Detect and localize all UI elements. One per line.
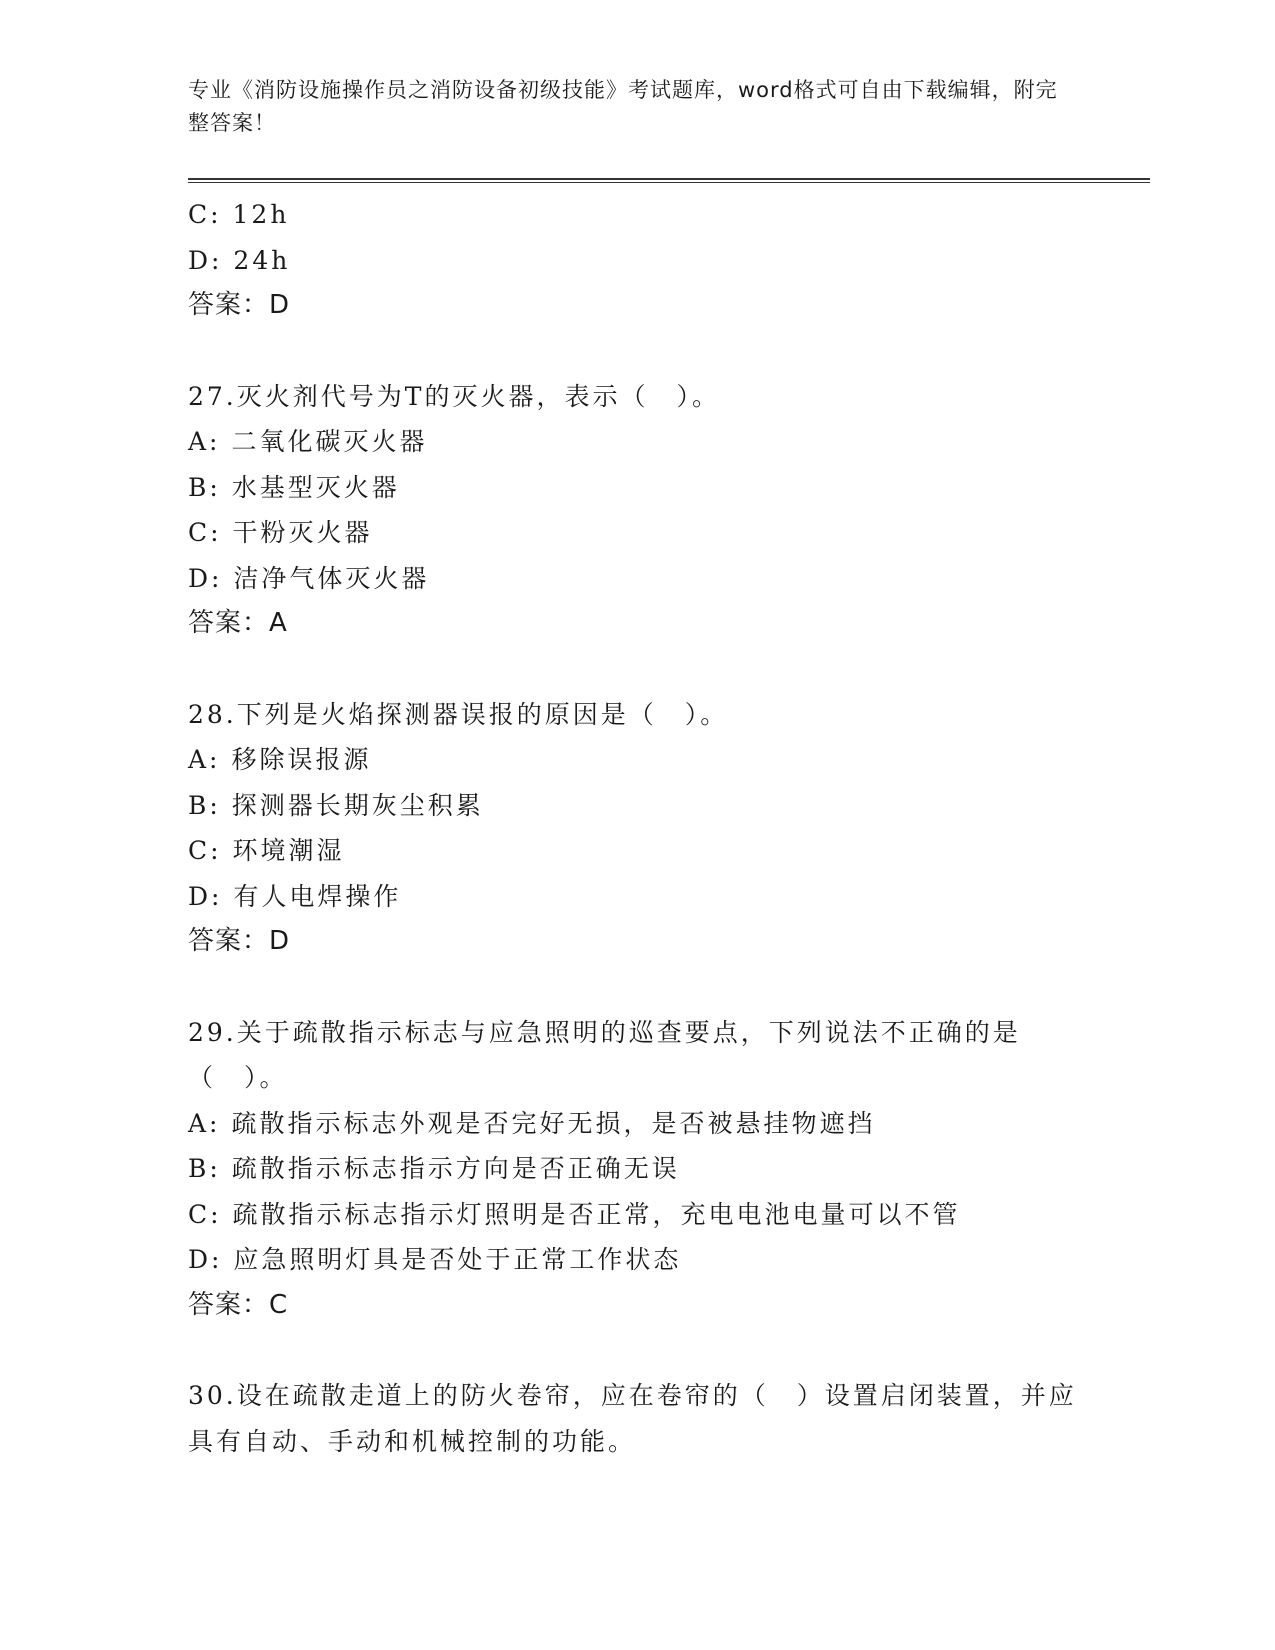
header-rule-thick <box>188 178 1150 180</box>
option-a: A: 移除误报源 <box>188 745 372 774</box>
option-d: D: 洁净气体灭火器 <box>188 563 430 593</box>
answer: 答案：A <box>188 608 288 638</box>
question-text: 28.下列是火焰探测器误报的原因是（ ）。 <box>188 699 729 729</box>
option-c: C: 环境潮湿 <box>188 836 345 865</box>
question-28 <box>188 692 1088 965</box>
question-30 <box>188 1373 1088 1464</box>
option-d: D: 应急照明灯具是否处于正常工作状态 <box>188 1245 682 1274</box>
option-d: D: 24h <box>188 245 291 275</box>
option-b: B: 疏散指示标志指示方向是否正确无误 <box>188 1154 680 1183</box>
option-c: C: 12h <box>188 200 290 229</box>
question-list <box>188 192 1088 1464</box>
option-c: C: 干粉灭火器 <box>188 518 373 547</box>
question-29 <box>188 1010 1088 1329</box>
option-d: D: 有人电焊操作 <box>188 881 402 911</box>
question-text: 27.灭火剂代号为T的灭火器，表示（ ）。 <box>188 381 720 411</box>
answer: 答案：D <box>188 926 291 956</box>
answer: 答案：D <box>188 290 291 320</box>
question-27 <box>188 374 1088 647</box>
previous-question-tail <box>188 192 1088 329</box>
header-rule-thin <box>188 182 1150 183</box>
answer: 答案：C <box>188 1289 289 1320</box>
question-text: 29.关于疏散指示标志与应急照明的巡查要点，下列说法不正确的是（ ）。 <box>188 1017 1021 1092</box>
option-b: B: 探测器长期灰尘积累 <box>188 790 484 820</box>
option-a: A: 二氧化碳灭火器 <box>188 427 428 456</box>
question-text: 30.设在疏散走道上的防火卷帘，应在卷帘的（ ）设置启闭装置，并应具有自动、手动和机械控制的功能。 <box>188 1381 1077 1456</box>
option-c: C: 疏散指示标志指示灯照明是否正常，充电电池电量可以不管 <box>188 1199 961 1229</box>
document-header: 专业《消防设施操作员之消防设备初级技能》考试题库，word格式可自由下载编辑，附完整答案！ <box>188 78 1058 135</box>
option-b: B: 水基型灭火器 <box>188 472 400 502</box>
option-a: A: 疏散指示标志外观是否完好无损，是否被悬挂物遮挡 <box>188 1108 876 1138</box>
